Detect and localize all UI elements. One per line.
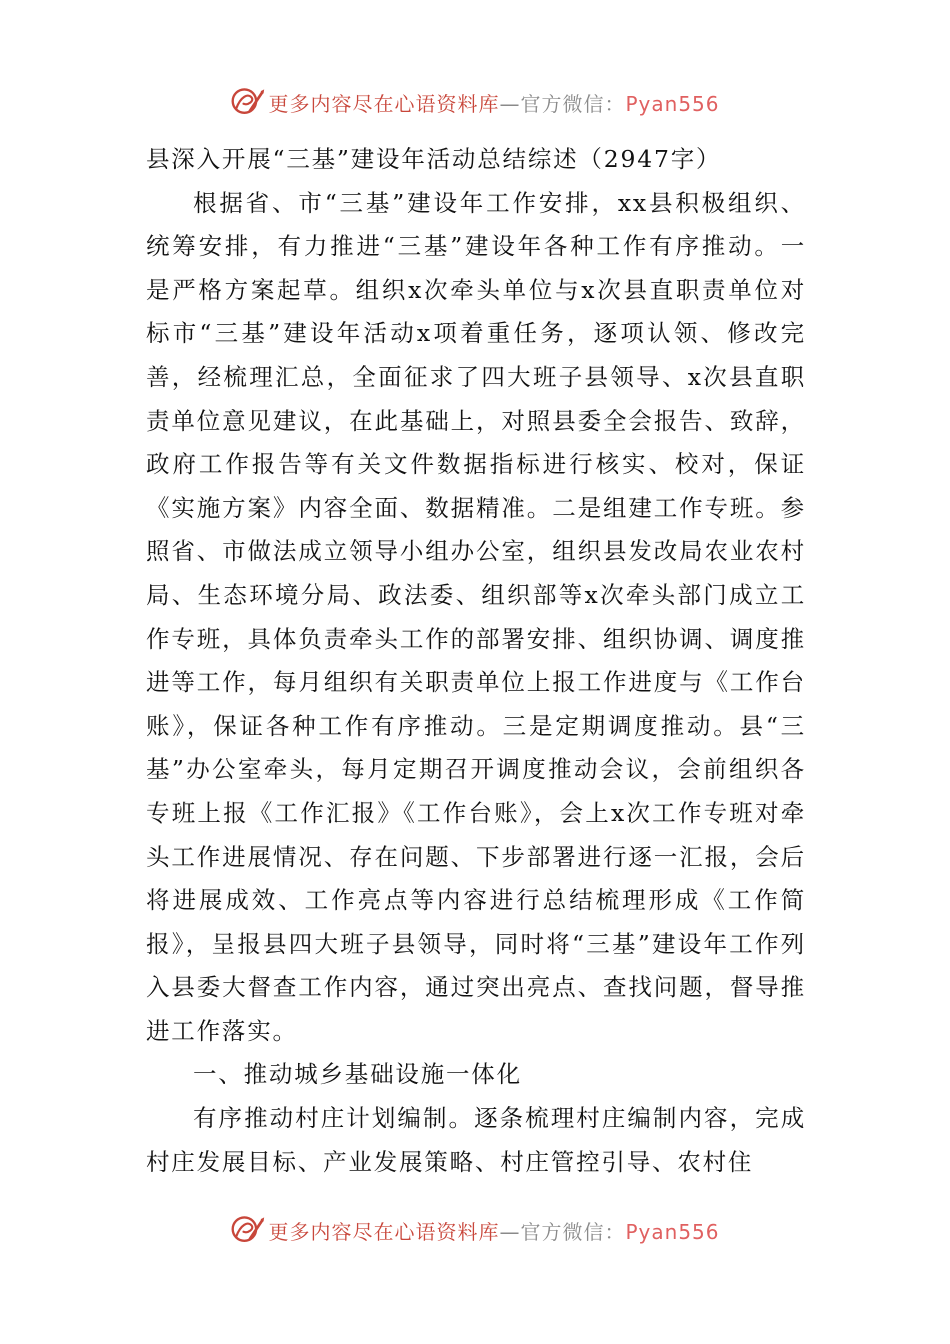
header-watermark-banner: [0, 82, 950, 122]
wechat-label: 官方微信：: [520, 1219, 626, 1244]
wechat-id: Pyan556: [625, 91, 720, 116]
brand-text: 更多内容尽在心语资料库: [268, 91, 500, 116]
banner-text: [268, 1216, 719, 1245]
banner-dash: —: [499, 91, 521, 116]
wechat-label: 官方微信：: [520, 91, 626, 116]
pen-signature-logo-icon: [230, 84, 266, 120]
section-heading: 一、推动城乡基础设施一体化: [193, 1060, 522, 1089]
pen-signature-logo-icon: [230, 1212, 266, 1248]
banner-text: [268, 88, 719, 117]
paragraph-village-planning: 有序推动村庄计划编制。逐条梳理村庄编制内容，完成村庄发展目标、产业发展策略、村庄管控引导、农村住: [146, 1104, 806, 1176]
document-body: [146, 138, 806, 1184]
footer-watermark-banner: [0, 1210, 950, 1250]
brand-text: 更多内容尽在心语资料库: [268, 1219, 500, 1244]
wechat-id: Pyan556: [625, 1219, 720, 1244]
banner-dash: —: [499, 1219, 521, 1244]
paragraph-summary: 根据省、市“三基”建设年工作安排，xx县积极组织、统筹安排，有力推进“三基”建设年各种工作有序推动。一是严格方案起草。组织x次牵头单位与x次县直职责单位对标市“三基”建设年活动x项着重任务，逐项认领、修改完善，经梳理汇总，全面征求了四大班子县领导、x次县直职责单位意见建议，在此基础上，对照县委全会报告、致辞，政府工作报告等有关文件数据指标进行核实、校对，保证《实施方案》内容全面、数据精准。二是组建工作专班。参照省、市做法成立领导小组办公室，组织县发改局农业农村局、生态环境分局、政法委、组织部等x次牵头部门成立工作专班，具体负责牵头工作的部署安排、组织协调、调度推进等工作，每月组织有关职责单位上报工作进度与《工作台账》，保证各种工作有序推动。三是定期调度推动。县“三基”办公室牵头，每月定期召开调度推动会议，会前组织各专班上报《工作汇报》《工作台账》，会上x次工作专班对牵头工作进展情况、存在问题、下步部署进行逐一汇报，会后将进展成效、工作亮点等内容进行总结梳理形成《工作简报》，呈报县四大班子县领导，同时将“三基”建设年工作列入县委大督查工作内容，通过突出亮点、查找问题，督导推进工作落实。: [146, 188, 806, 1045]
document-title: 县深入开展“三基”建设年活动总结综述（2947字）: [146, 145, 722, 173]
